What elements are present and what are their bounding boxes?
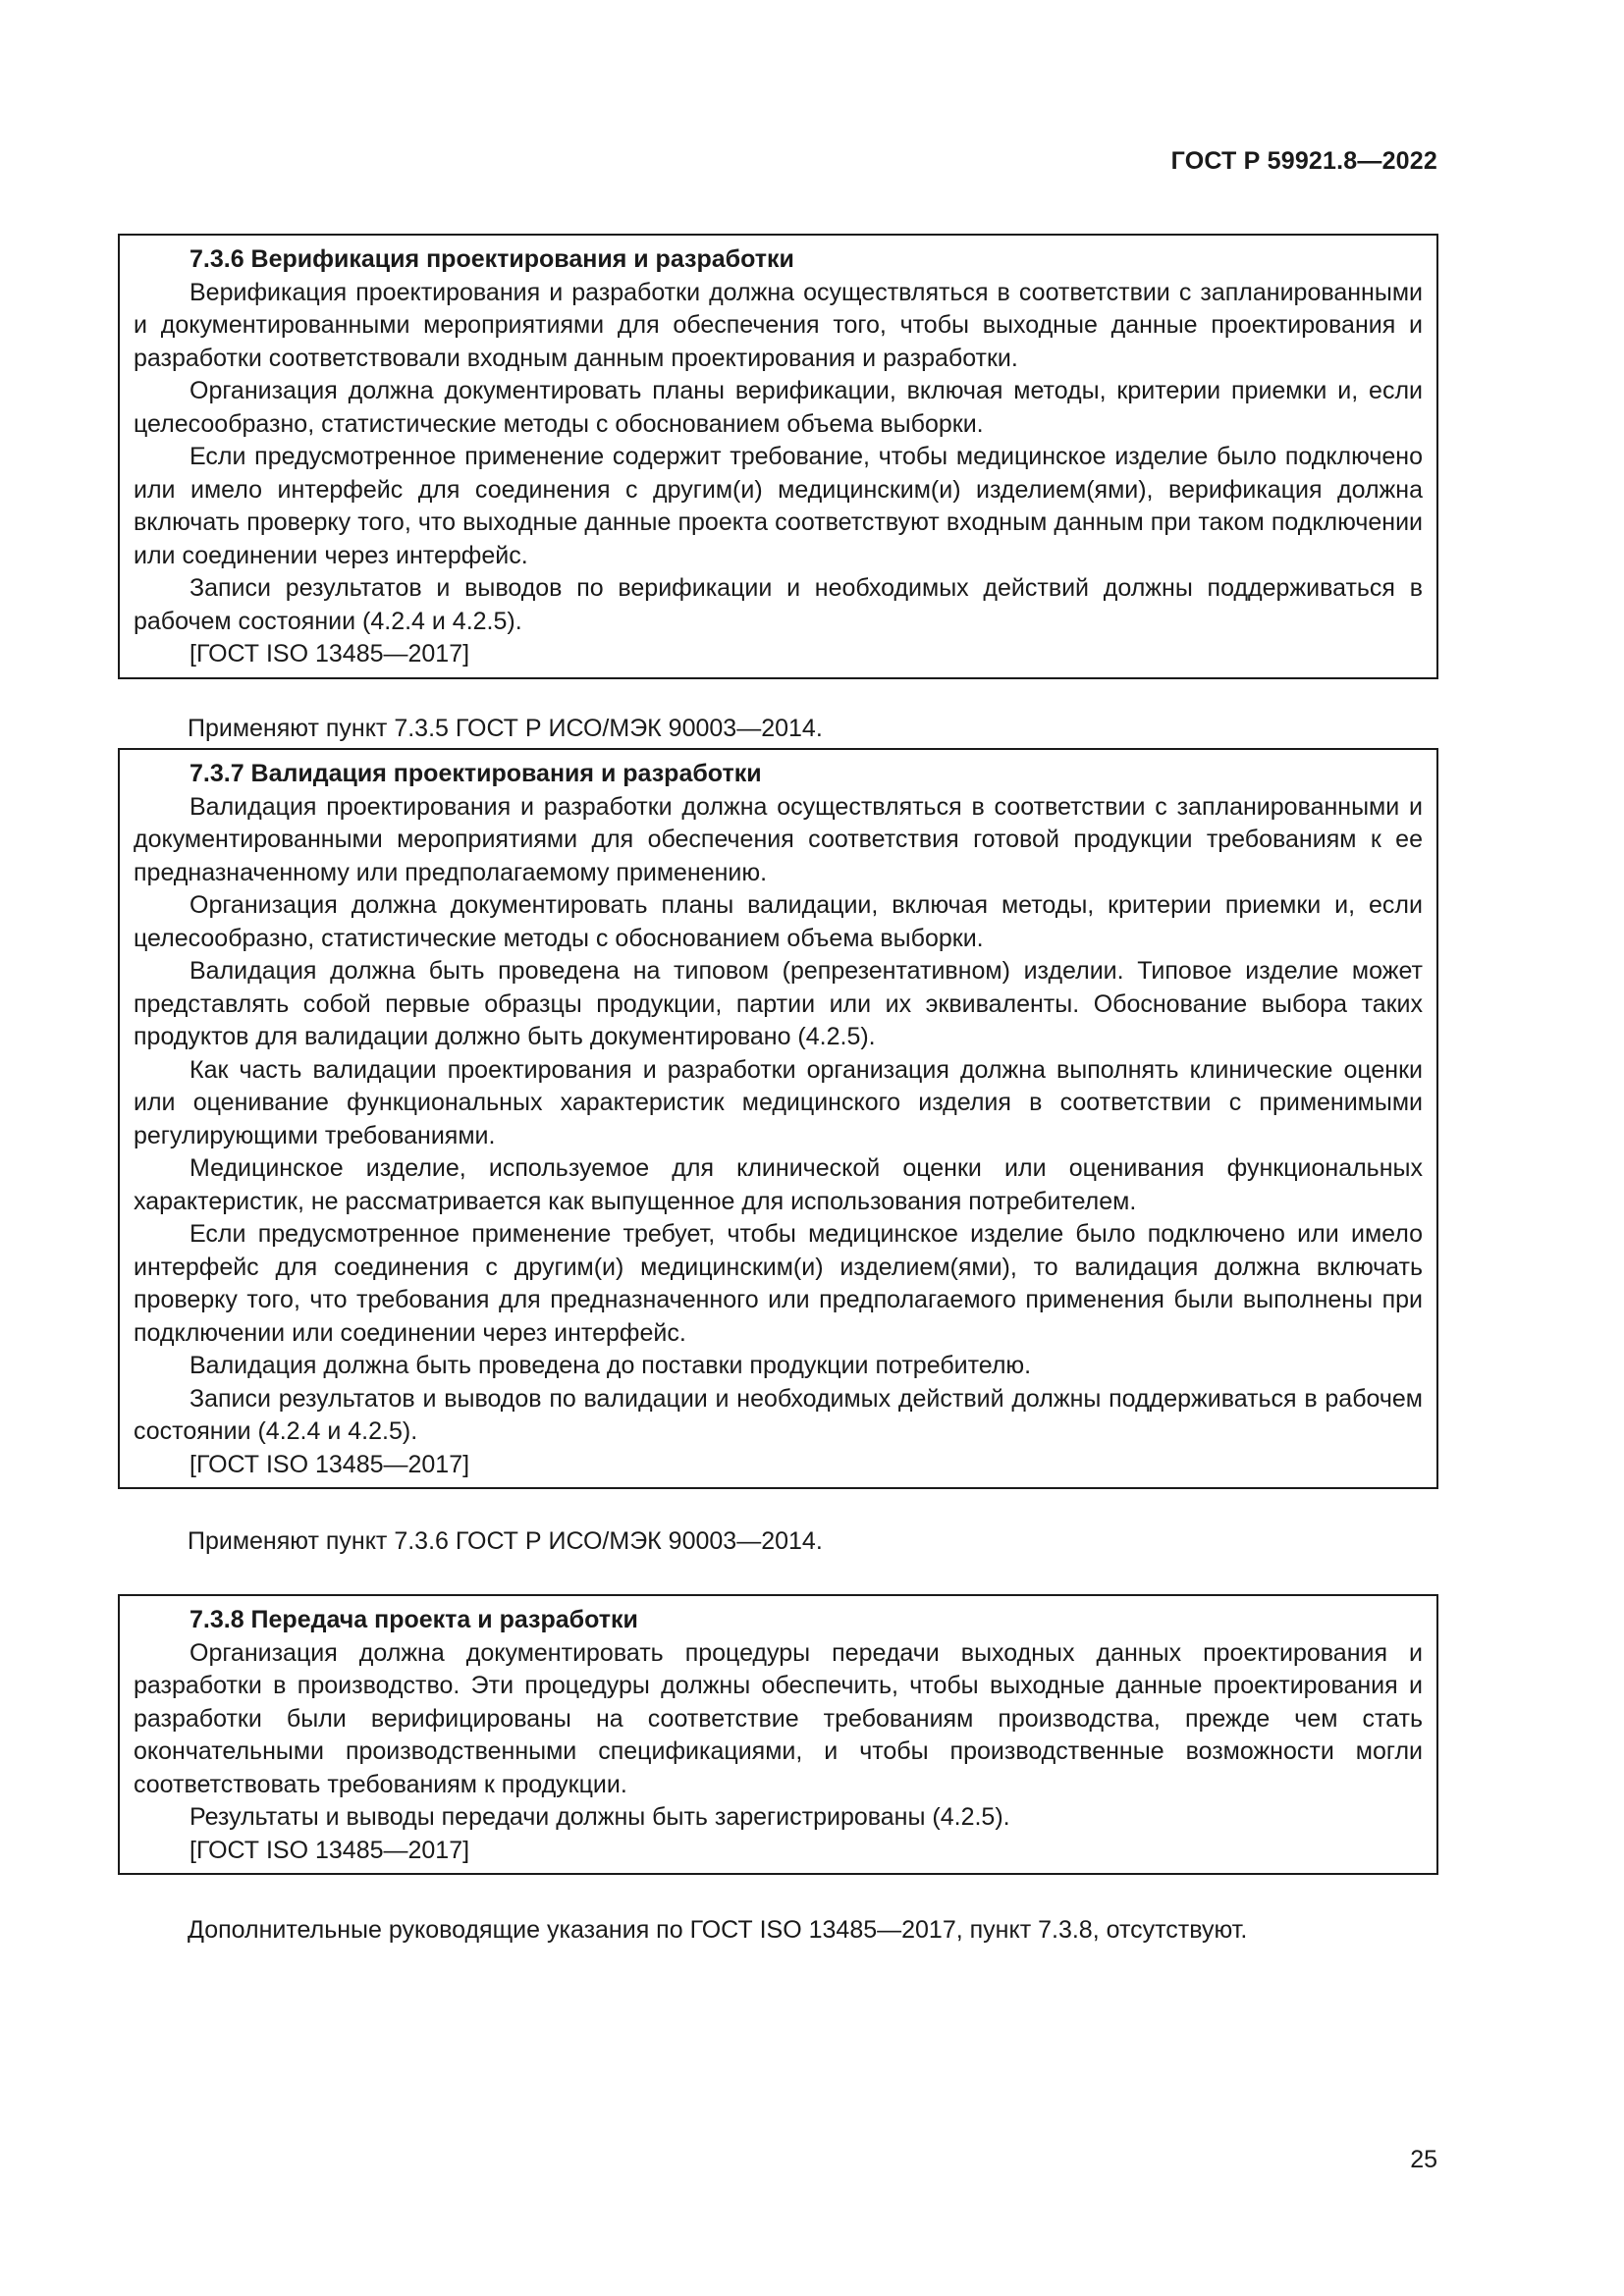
section-paragraph: Верификация проектирования и разработки должна осуществляться в соответствии с запланированными и документированными мероприятиями для обеспечения того, чтобы выходные данные проектирования и разработки соответствовали входным данным проектирования и разработки. [134,278,1423,372]
section-paragraph: Если предусмотренное применение требует, чтобы медицинское изделие было подключено или имело интерфейс для соединения с другим(и) медицинским(и) изделием(ями), то валидация должна включать проверку того, что требования для предназначенного или предполагаемого применения были выполнены при подключении или соединении через интерфейс. [134,1220,1423,1347]
section-paragraph: Записи результатов и выводов по валидации и необходимых действий должны поддерживаться в рабочем состоянии (4.2.4 и 4.2.5). [134,1384,1423,1445]
section-7-3-6-box [118,234,1438,679]
applicability-note: Применяют пункт 7.3.5 ГОСТ Р ИСО/МЭК 90003—2014. [188,715,823,742]
section-7-3-8-box [118,1594,1438,1875]
section-heading: 7.3.8 Передача проекта и разработки [189,1606,638,1633]
section-reference: [ГОСТ ISO 13485—2017] [189,1836,470,1864]
section-paragraph: Организация должна документировать планы верификации, включая методы, критерии приемки и, если целесообразно, статистические методы с обоснованием объема выборки. [134,377,1423,438]
guidance-note: Дополнительные руководящие указания по ГОСТ ISO 13485—2017, пункт 7.3.8, отсутствуют. [188,1916,1248,1944]
section-reference: [ГОСТ ISO 13485—2017] [189,1450,470,1478]
section-7-3-7-box [118,748,1438,1489]
section-paragraph: Результаты и выводы передачи должны быть зарегистрированы (4.2.5). [189,1803,1010,1831]
section-paragraph: Записи результатов и выводов по верификации и необходимых действий должны поддерживаться в рабочем состоянии (4.2.4 и 4.2.5). [134,574,1423,635]
section-reference: [ГОСТ ISO 13485—2017] [189,640,470,667]
section-paragraph: Если предусмотренное применение содержит требование, чтобы медицинское изделие было подключено или имело интерфейс для соединения с другим(и) медицинским(и) изделием(ями), верификация должна включать проверку того, что выходные данные проекта соответствуют входным данным при таком подключении или соединении через интерфейс. [134,443,1423,569]
section-paragraph: Как часть валидации проектирования и разработки организация должна выполнять клинические оценки или оценивание функциональных характеристик медицинского изделия в соответствии с применимыми регулирующими требованиями. [134,1055,1423,1149]
document-standard-id: ГОСТ Р 59921.8—2022 [1170,147,1437,175]
page-number: 25 [1410,2146,1437,2173]
section-paragraph: Валидация должна быть проведена на типовом (репрезентативном) изделии. Типовое изделие может представлять собой первые образцы продукции, партии или их эквиваленты. Обоснование выбора таких продуктов для валидации должно быть документировано (4.2.5). [134,957,1423,1050]
section-paragraph: Медицинское изделие, используемое для клинической оценки или оценивания функциональных характеристик, не рассматривается как выпущенное для использования потребителем. [134,1154,1423,1215]
section-heading: 7.3.6 Верификация проектирования и разработки [189,245,794,273]
section-paragraph: Валидация проектирования и разработки должна осуществляться в соответствии с запланированными и документированными мероприятиями для обеспечения соответствия готовой продукции требованиям к ее предназначенному или предполагаемому применению. [134,792,1423,886]
applicability-note: Применяют пункт 7.3.6 ГОСТ Р ИСО/МЭК 90003—2014. [188,1527,823,1555]
section-heading: 7.3.7 Валидация проектирования и разработки [189,760,762,787]
section-paragraph: Организация должна документировать процедуры передачи выходных данных проектирования и разработки в производство. Эти процедуры должны обеспечить, чтобы выходные данные проектирования и разработки были верифицированы на соответствие требованиям производства, прежде чем стать окончательными производственными спецификациями, и чтобы производственные возможности могли соответствовать требованиям к продукции. [134,1638,1423,1798]
section-paragraph: Валидация должна быть проведена до поставки продукции потребителю. [189,1352,1032,1379]
section-paragraph: Организация должна документировать планы валидации, включая методы, критерии приемки и, если целесообразно, статистические методы с обоснованием объема выборки. [134,891,1423,952]
